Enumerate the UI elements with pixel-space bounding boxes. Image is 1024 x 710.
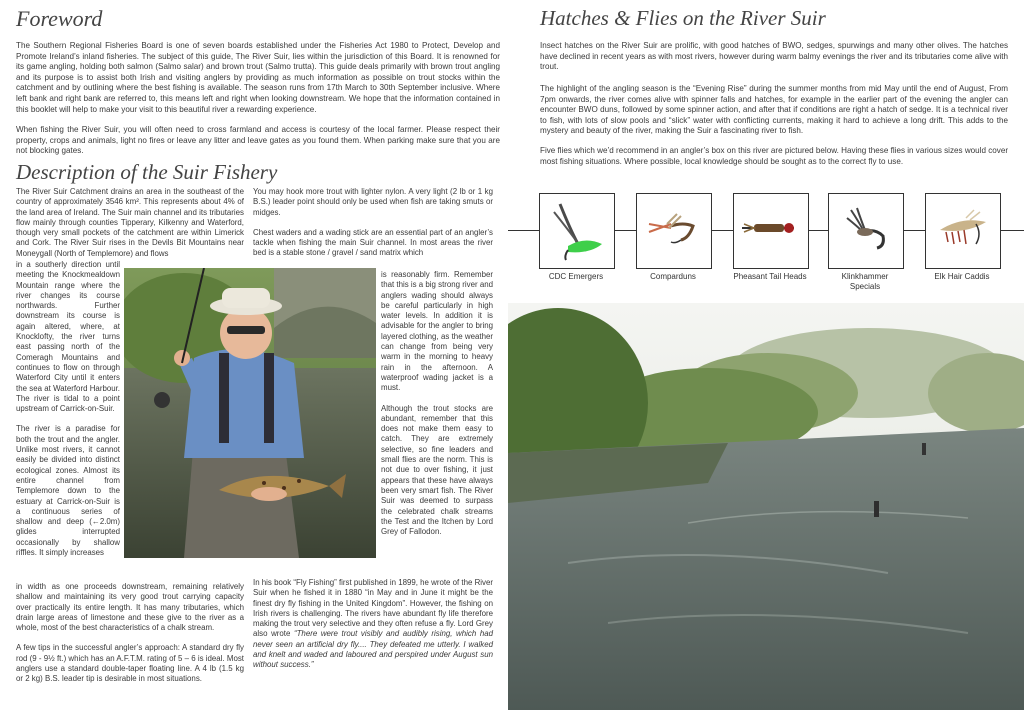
col1-narrow-2: The river is a paradise for both the trout and the angler. Unlike most rivers, it cannot easily be divided into distinct ecological zones. Almost its entire channel from Templemore down to the estuary at Carrick-on-Suir is a continuous series of shallow and deep (←2.0m) glides interrupted occasionally by shallow riffles. It simply increases — [16, 424, 120, 558]
description-column-1 — [16, 187, 244, 259]
col2-top-1: You may hook more trout with lighter nylon. A very light (2 lb or 1 kg B.S.) leader point should only be used when fish are taking smuts or midges. — [253, 187, 493, 217]
angler-with-trout-photo — [124, 268, 376, 558]
fly-box-elk-hair-caddis — [925, 193, 1001, 269]
distant-angler — [922, 443, 926, 455]
fly-label-pheasant-tail-heads: Pheasant Tail Heads — [733, 272, 807, 281]
col2-quote: “There were trout visibly and audibly rising, which had never seen an artificial dry fly.... They defeated me utterly. I walked and knelt and waded and laboured and perspired under August sun without success.” — [253, 629, 493, 670]
angler-photo-image — [124, 268, 376, 558]
comparadun-fly-icon — [637, 194, 711, 268]
fly-label-elk-hair-caddis: Elk Hair Caddis — [934, 272, 990, 281]
col1-narrow-1: in a southerly direction until meeting the Knockmealdown Mountain range where the river changes its course northwards. Further downstream its course is again altered, where, at Knocklofty, the river turns east passing north of the Comeragh Mountains and continues to flow on through Waterford City until it enters the sea at Waterford Harbour. The river is tidal to a point upstream of Carrick-on-Suir. — [16, 260, 120, 414]
col2-narrow-2: Although the trout stocks are abundant, remember that this does not make them easy to catch. They are extremely selective, so fine leaders and small flies are the norm. This is not due to over fishing, it just appears that these have always been very smart fish. The River Suir was deemed to surpass the celebrated chalk streams the Test and the Itchen by Lord Grey of Fallodon. — [381, 403, 493, 537]
near-angler — [874, 501, 879, 517]
fly-label-cdc-emergers: CDC Emergers — [548, 272, 604, 281]
col1-bottom: in width as one proceeds downstream, remaining relatively shallow and maintaining its very good trout carrying capacity over practically its entire length. It has many tributaries, which drain large areas of limestone and these give to the river as a whole, most of the best characteristics of a chalk stream. — [16, 582, 244, 633]
description-column-1-narrow — [16, 260, 120, 558]
hatches-paragraph-3: Five flies which we’d recommend in an angler’s box on this river are pictured below. Having these flies in various sizes would cover most fishing situations. Where possible, local knowledge should be sought as to the correct fly to use. — [540, 146, 1009, 166]
hatches-paragraph-2: The highlight of the angling season is the “Evening Rise” during the summer months from mid May until the end of August, From 7pm onwards, the river comes alive with spinner falls and hatches, for example in the earlier part of the evening the angler can encounter BWO duns, followed by some spinner action, and after that if conditions are right a hatch of sedge. It is a technical river to fish, with lots of slow pools and “slick” water with conflicting currents, making it hard to achieve a long drift. This adds to the mystery and beauty of the river, making the Suir a fascinating river to fish. — [540, 84, 1008, 136]
hatches-title: Hatches & Flies on the River Suir — [540, 6, 826, 30]
fly-box-pheasant-tail-heads — [733, 193, 809, 269]
right-page — [508, 0, 1024, 710]
foreword-paragraph-1: The Southern Regional Fisheries Board is one of seven boards established under the Fisheries Act 1980 to Protect, Develop and Promote Ireland’s inland fisheries. The subject of this guide, The River Suir, lies within the jurisdiction of this Board. It is renowned for its game angling, holding both salmon (Salmo salar) and brown trout (Salmo trutta). This guide deals primarily with brown trout angling and its purpose is to assist both Irish and visiting anglers by providing as much information as possible on trout stocks within the catchment and by outlining where the best fishing is available. The season runs from 17th March to 30th September inclusive. Where left bank and right bank are referred to, this means left and right when looking downstream. We hope that the information contained in this booklet will help to make your visit to this beautiful river a rewarding experience. — [16, 41, 500, 114]
river-suir-photo — [508, 303, 1024, 710]
fly-box-cdc-emergers — [539, 193, 615, 269]
col1-last: A few tips in the successful angler’s approach: A standard dry fly rod (9 - 9½ ft.) which has an A.F.T.M. rating of 5 – 6 is ideal. Most anglers use a standard double-taper floating line. A 4 lb (1.5 kg or 2 kg) B.S. leader tip is desirable in most situations. — [16, 643, 244, 684]
left-page — [0, 0, 508, 710]
klinkhammer-fly-icon — [829, 194, 903, 268]
foreword-paragraph-2: When fishing the River Suir, you will often need to cross farmland and access is courtesy of the local farmer. Please respect their property, crops and animals, light no fires or leave any litter and leave gates as you found them. When parking make sure that you are not blocking gates. — [16, 125, 500, 156]
pheasant-tail-fly-icon — [734, 194, 808, 268]
col1-top: The River Suir Catchment drains an area in the southeast of the country of approximately 3546 km². This represents about 4% of the land area of Ireland. The Suir main channel and its tributaries flow mainly through counties Tipperary, Kilkenny and Waterford, though very small pockets of the catchment are within Limerick and Cork. The River Suir rises in the Devils Bit Mountains near Moneygall (North of Templemore) and flows — [16, 187, 244, 258]
fly-label-comparduns: Comparduns — [650, 272, 696, 281]
description-column-2-bottom — [253, 578, 493, 671]
description-column-2-narrow — [381, 270, 493, 537]
description-title: Description of the Suir Fishery — [16, 160, 278, 184]
description-column-1-bottom — [16, 582, 244, 685]
foreword-title: Foreword — [16, 6, 103, 31]
col2-top-2: Chest waders and a wading stick are an essential part of an angler’s tackle when fishing the main Suir channel. In most areas the river bed is a stable stone / gravel / sand matrix which — [253, 227, 493, 258]
cdc-emerger-fly-icon — [540, 194, 614, 268]
fly-box-klinkhammer-specials — [828, 193, 904, 269]
fly-label-klinkhammer-specials: Klinkhammer Specials — [841, 272, 889, 291]
col2-bottom: In his book “Fly Fishing” first published in 1899, he wrote of the River Suir when he fished it in 1880 “in May and in June it might be the finest dry fly fishing in the United Kingdom”. However, the fishing on Irish rivers is challenging. The rivers have abundant fly life therefore making the trout very selective and they often refuse a fly. Lord Grey also wrote — [253, 578, 493, 639]
hatches-paragraph-1: Insect hatches on the River Suir are prolific, with good hatches of BWO, sedges, spurwings and many other olives. The hatches have declined in recent years as with most rivers, however during warm balmy evenings the river and its tributaries come alive with trout. — [540, 41, 1008, 72]
description-column-2 — [253, 187, 493, 259]
river-landscape-image — [508, 303, 1024, 710]
elk-hair-caddis-fly-icon — [926, 194, 1000, 268]
fly-box-comparduns — [636, 193, 712, 269]
col2-bottom-para — [253, 578, 493, 671]
col2-narrow-1: is reasonably firm. Remember that this is a big strong river and anglers wading should always be careful particularly in high water levels. In addition it is advisable for the angler to bring layered clothing, as the weather can change from being very warm in the morning to heavy rain in the afternoon. A waterproof wading jacket is a must. — [381, 270, 493, 393]
